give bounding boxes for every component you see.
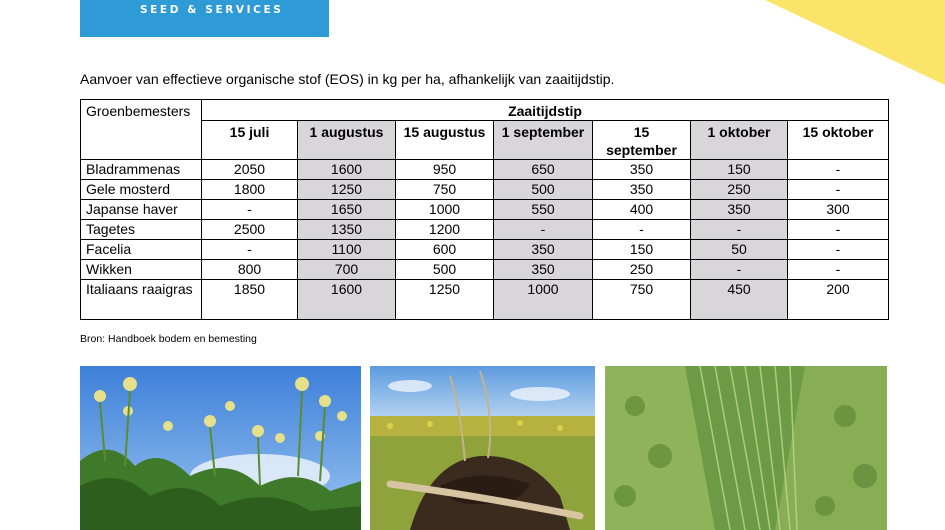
table-cell: 2500 [202,220,298,240]
row-crop-name: Wikken [81,260,202,280]
flowering-mustard-photo [80,366,361,530]
table-row [81,220,889,240]
table-cell: - [202,200,298,220]
col-header: 1 augustus [298,121,396,160]
eos-table [80,99,889,320]
row-crop-name: Bladrammenas [81,160,202,180]
table-cell: 1350 [298,220,396,240]
table-cell: 950 [396,160,494,180]
cover-crop-rows-photo [605,366,887,530]
table-cell: 500 [494,180,593,200]
table-cell: 800 [202,260,298,280]
table-cell: 1600 [298,160,396,180]
table-cell: - [788,260,889,280]
col-header: 1 september [494,121,593,160]
table-cell: 650 [494,160,593,180]
table-cell: 2050 [202,160,298,180]
table-cell: 700 [298,260,396,280]
row-crop-name: Italiaans raaigras [81,280,202,320]
table-cell: 350 [593,160,691,180]
table-cell: - [494,220,593,240]
table-cell: - [788,180,889,200]
logo-banner [80,0,329,37]
table-cell: - [788,160,889,180]
table-cell: 150 [593,240,691,260]
table-cell: 1850 [202,280,298,320]
corner-accent-shape [765,0,945,85]
logo-tagline: SEED & SERVICES [140,4,284,16]
table-caption: Aanvoer van effectieve organische stof (EOS) in kg per ha, afhankelijk van zaaitijdstip. [80,71,615,87]
table-cell: - [691,220,788,240]
table-cell: 1800 [202,180,298,200]
table-cell: - [593,220,691,240]
table-cell: 350 [691,200,788,220]
table-cell: 300 [788,200,889,220]
table-cell: 250 [593,260,691,280]
table-cell: 500 [396,260,494,280]
row-crop-name: Japanse haver [81,200,202,220]
col-header: 15 oktober [788,121,889,160]
table-cell: 1250 [298,180,396,200]
header-zaaitijdstip: Zaaitijdstip [202,100,889,121]
table-cell: 1250 [396,280,494,320]
table-cell: - [691,260,788,280]
table-cell: 400 [593,200,691,220]
header-groenbemesters: Groenbemesters [81,100,202,160]
table-cell: 750 [396,180,494,200]
table-cell: 1600 [298,280,396,320]
row-crop-name: Gele mosterd [81,180,202,200]
row-crop-name: Tagetes [81,220,202,240]
radish-root-soil-photo [370,366,595,530]
table-cell: 1100 [298,240,396,260]
table-cell: 550 [494,200,593,220]
table-cell: - [202,240,298,260]
table-cell: 350 [593,180,691,200]
table-row [81,200,889,220]
table-cell: - [788,220,889,240]
table-row [81,180,889,200]
table-cell: 750 [593,280,691,320]
table-cell: 50 [691,240,788,260]
table-row [81,240,889,260]
table-row [81,260,889,280]
col-header: 15 september [593,121,691,160]
table-row [81,160,889,180]
table-cell: 1650 [298,200,396,220]
table-cell: 1200 [396,220,494,240]
source-note: Bron: Handboek bodem en bemesting [80,333,257,345]
table-cell: 450 [691,280,788,320]
table-row [81,280,889,320]
table-cell: 1000 [494,280,593,320]
col-header: 15 augustus [396,121,494,160]
table-cell: 150 [691,160,788,180]
table-cell: 350 [494,240,593,260]
table-cell: 1000 [396,200,494,220]
table-cell: 250 [691,180,788,200]
row-crop-name: Facelia [81,240,202,260]
table-cell: 200 [788,280,889,320]
table-cell: 600 [396,240,494,260]
table-cell: 350 [494,260,593,280]
col-header: 1 oktober [691,121,788,160]
table-cell: - [788,240,889,260]
col-header: 15 juli [202,121,298,160]
